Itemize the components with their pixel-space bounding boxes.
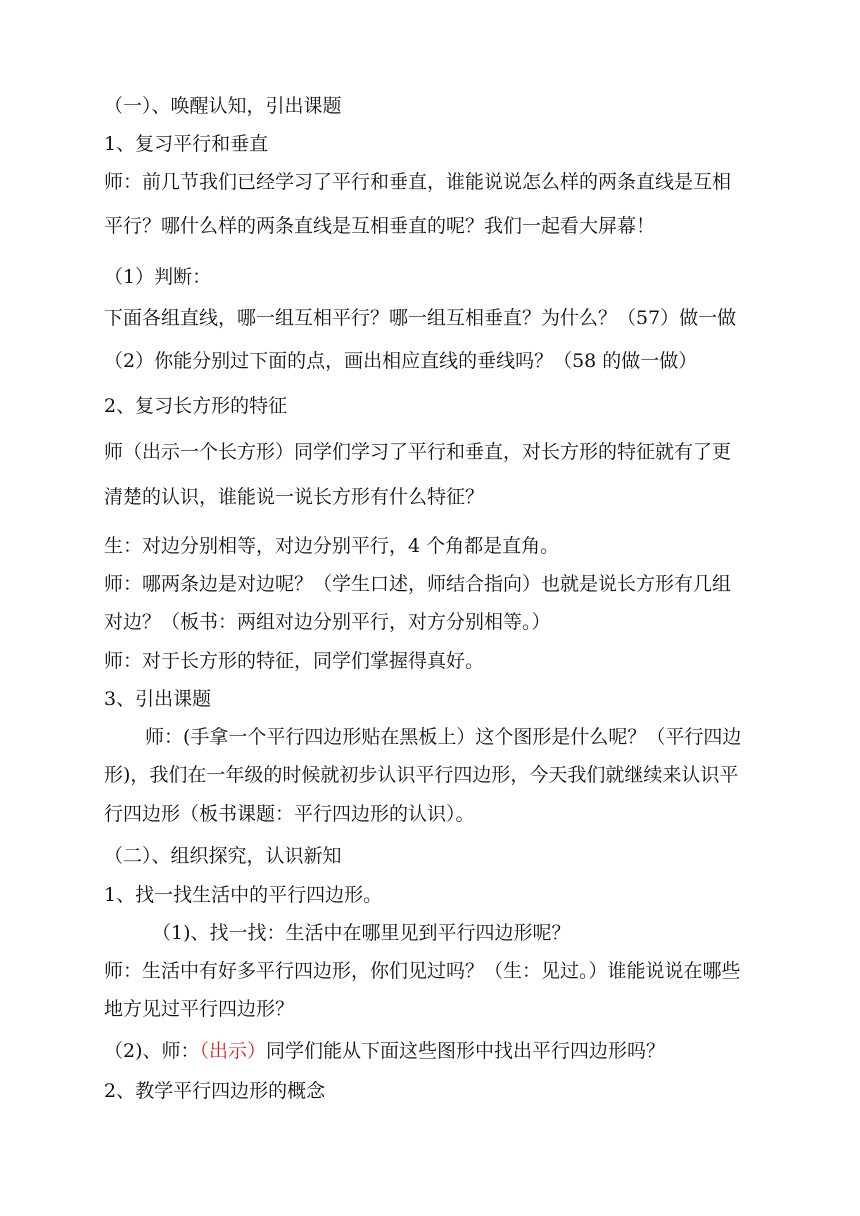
paragraph-line: （2）你能分别过下面的点，画出相应直线的垂线吗？（58 的做一做） [104,350,698,372]
paragraph-line: 师：前几节我们已经学习了平行和垂直，谁能说说怎么样的两条直线是互相 [104,171,732,193]
paragraph-line: （1)、找一找：生活中在哪里见到平行四边形呢？ [152,922,571,944]
section-heading-1: （一）、唤醒认知，引出课题 [104,95,342,117]
subheading-find-parallelogram: 1、找一找生活中的平行四边形。 [104,884,383,906]
paragraph-line: 师（出示一个长方形）同学们学习了平行和垂直，对长方形的特征就有了更 [104,441,732,463]
paragraph-line: 师：生活中有好多平行四边形，你们见过吗？（生：见过。）谁能说说在哪些 [104,960,741,982]
section-heading-2: （二）、组织探究，认识新知 [104,845,342,867]
show-highlight: （出示） [199,1040,267,1062]
show-prefix: （2)、师： [104,1040,200,1062]
paragraph-line: 师：(手拿一个平行四边形贴在黑板上）这个图形是什么呢？（平行四边 [145,726,742,748]
paragraph-line: 生：对边分别相等，对边分别平行，4 个角都是直角。 [104,535,560,557]
paragraph-line: 师：对于长方形的特征，同学们掌握得真好。 [104,650,485,672]
subheading-rectangle: 2、复习长方形的特征 [104,395,288,417]
paragraph-line: 清楚的认识，谁能说一说长方形有什么特征？ [104,486,485,508]
paragraph-line: （1）判断： [104,266,212,288]
paragraph-line: 行四边形（板书课题：平行四边形的认识）。 [104,803,475,825]
show-suffix: 同学们能从下面这些图形中找出平行四边形吗？ [266,1040,666,1062]
subheading-intro-topic: 3、引出课题 [104,688,212,710]
subheading-review-parallel: 1、复习平行和垂直 [104,133,269,155]
paragraph-line: 师：哪两条边是对边呢？（学生口述，师结合指向）也就是说长方形有几组 [104,573,732,595]
paragraph-line: 平行？哪什么样的两条直线是互相垂直的呢？我们一起看大屏幕！ [104,215,656,237]
paragraph-line: 形)，我们在一年级的时候就初步认识平行四边形，今天我们就继续来认识平 [104,764,739,786]
paragraph-line: 下面各组直线，哪一组互相平行？哪一组互相垂直？为什么？（57）做一做 [104,307,737,329]
paragraph-line: 地方见过平行四边形？ [104,998,295,1020]
subheading-concept: 2、教学平行四边形的概念 [104,1080,326,1102]
paragraph-line: 对边？（板书：两组对边分别平行，对方分别相等。） [104,611,551,633]
paragraph-line-show [104,1038,665,1064]
